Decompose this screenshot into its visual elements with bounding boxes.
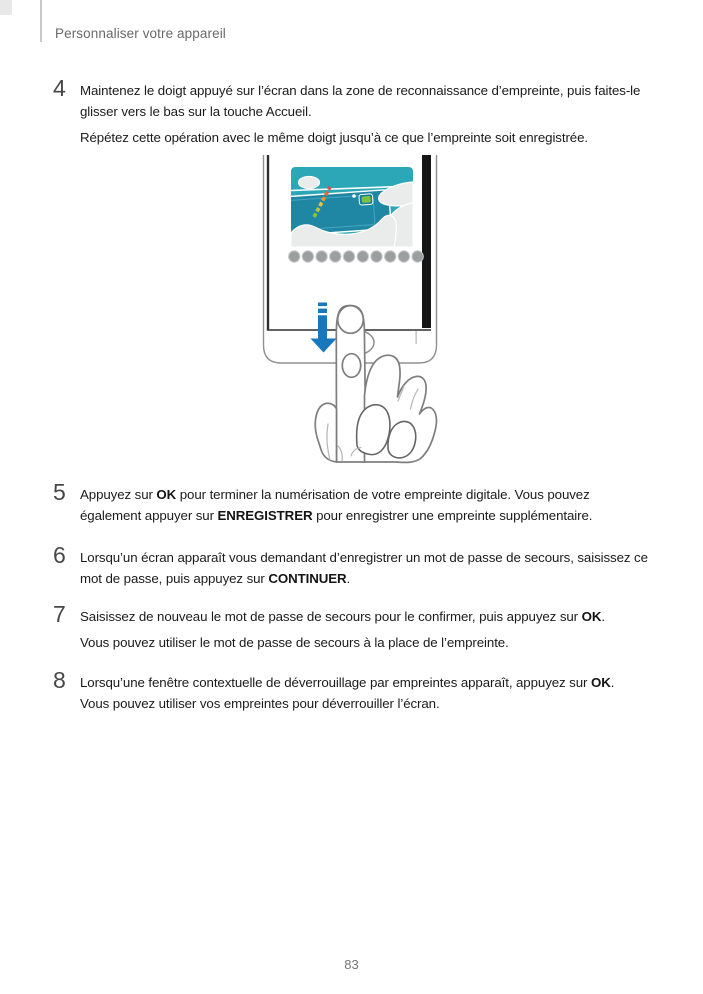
step-number: 8 — [53, 667, 66, 693]
thumb-blob — [299, 177, 320, 189]
step-number: 4 — [53, 75, 66, 101]
knuckle — [342, 354, 360, 378]
step-number: 5 — [53, 479, 66, 505]
step-text — [80, 484, 680, 526]
fingertip — [338, 306, 364, 334]
page-number: 83 — [344, 957, 359, 972]
step-number: 6 — [53, 542, 66, 568]
step-paragraph: Lorsqu’un écran apparaît vous demandant d’enregistrer un mot de passe de secours, saisissez ce mot de passe, puis appuyez sur CONTINUER. — [80, 550, 648, 586]
bezel-tick — [416, 331, 417, 344]
phone-right-rail — [422, 155, 431, 328]
step-paragraph: Saisissez de nouveau le mot de passe de secours pour le confirmer, puis appuyez sur OK. — [80, 609, 605, 624]
step-text — [80, 80, 680, 148]
step-text — [80, 606, 680, 653]
step-text — [80, 547, 680, 589]
cursor-dot — [352, 194, 356, 198]
step-text — [80, 672, 680, 714]
phone-illustration — [250, 155, 454, 467]
page-edge-artifact — [0, 0, 12, 15]
step-paragraph: Vous pouvez utiliser le mot de passe de secours à la place de l’empreinte. — [80, 635, 509, 650]
thumb — [315, 403, 336, 462]
step-paragraph: Maintenez le doigt appuyé sur l’écran dans la zone de reconnaissance d’empreinte, puis faites-le glisser vers le bas sur la touche Accueil. — [80, 83, 641, 119]
phone-left-rail — [267, 155, 269, 330]
curled-middle-finger — [357, 405, 390, 455]
fingerprint-tutorial-image — [277, 167, 413, 247]
step-paragraph: Appuyez sur OK pour terminer la numérisation de votre empreinte digitale. Vous pouvez également appuyer sur ENREGISTRER pour enregistrer une empreinte supplémentaire. — [80, 487, 593, 523]
step-number: 7 — [53, 601, 66, 627]
page-title: Personnaliser votre appareil — [55, 26, 226, 41]
tutorial-home-glow — [361, 196, 370, 203]
header-rule — [40, 0, 42, 42]
step-paragraph: Lorsqu’une fenêtre contextuelle de déverrouillage par empreintes apparaît, appuyez sur OK. Vous pouvez utiliser vos empreintes pour déverrouiller l’écran. — [80, 675, 615, 711]
step-paragraph: Répétez cette opération avec le même doigt jusqu’à ce que l’empreinte soit enregistrée. — [80, 130, 588, 145]
